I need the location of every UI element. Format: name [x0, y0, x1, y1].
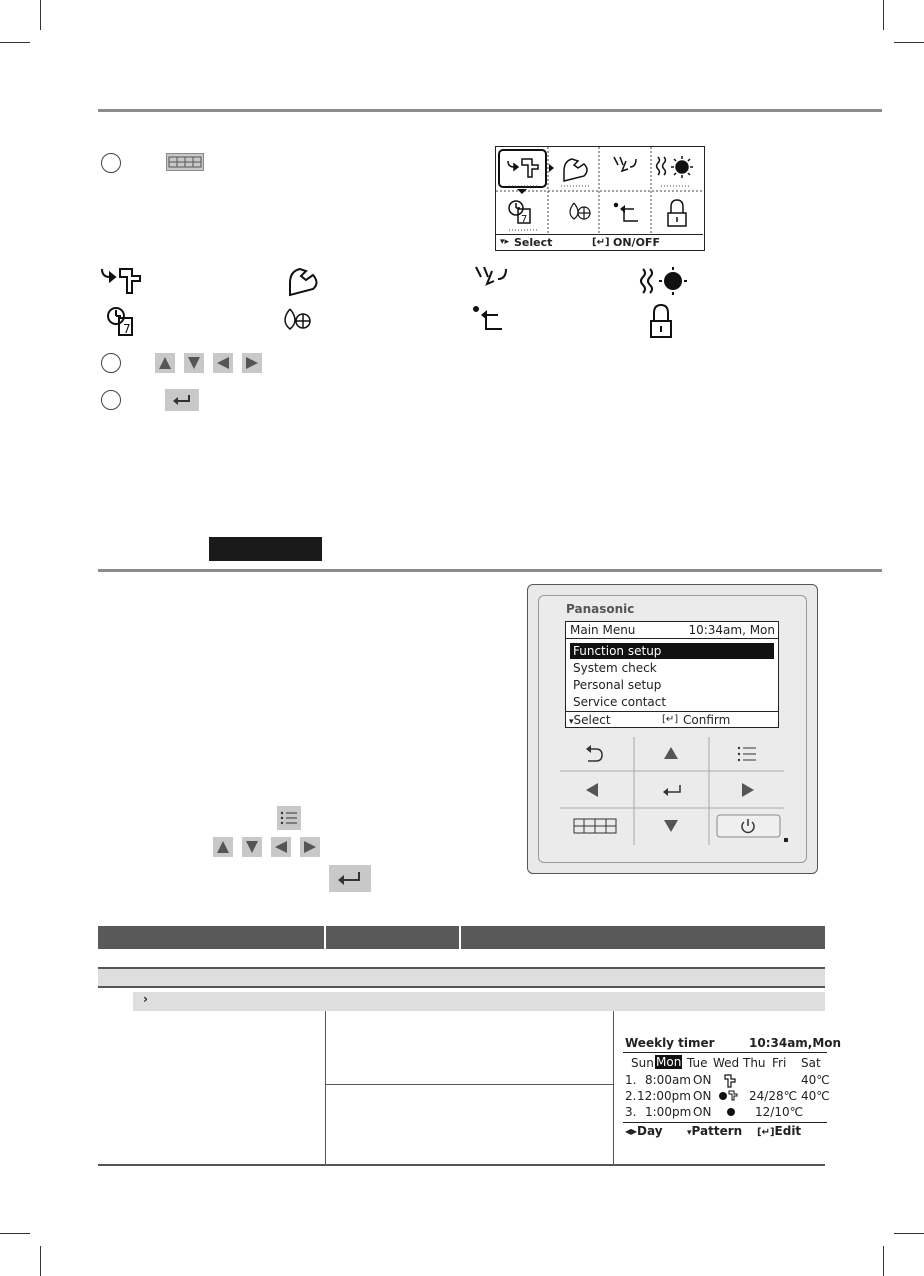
screen-title: Main Menu [570, 623, 636, 637]
crop-mark [40, 1246, 41, 1276]
day-fri[interactable]: Fri [772, 1056, 787, 1070]
tank-icon [725, 1075, 735, 1087]
screen-footer [566, 711, 778, 728]
brand-logo: Panasonic [566, 602, 635, 616]
left-button[interactable] [584, 781, 600, 799]
timer-row-3-temp: 12/10℃ [755, 1105, 804, 1119]
powerful-icon [290, 269, 317, 295]
status-led [784, 838, 788, 842]
timer-row-3-time: 1:00pm [645, 1105, 692, 1119]
enter-button[interactable] [660, 782, 684, 798]
crop-mark [0, 1233, 30, 1234]
crop-mark [894, 42, 924, 43]
enter-key-icon [165, 389, 199, 411]
down-arrow-icon: ▾ [687, 1128, 692, 1138]
screen-header [566, 622, 778, 639]
menu-item-function-setup[interactable]: Function setup [570, 643, 774, 659]
table-subsection-band [133, 992, 825, 1011]
table-col-line [325, 1011, 326, 1165]
select-arrows-icon: ▾▸ [500, 237, 510, 247]
timer-row-2-time: 12:00pm [637, 1089, 691, 1103]
crop-mark [883, 1246, 884, 1276]
day-arrows-icon: ◂▸ [625, 1124, 638, 1138]
weekly-timer-screen [623, 1036, 842, 1140]
day-thu[interactable]: Thu [743, 1056, 766, 1070]
quick-menu-footer [496, 234, 703, 250]
day-sun[interactable]: Sun [631, 1056, 654, 1070]
timer-row-1-time: 8:00am [645, 1073, 691, 1087]
enter-bracket-icon: [↵] [662, 714, 679, 725]
timer-row-2-tank-temp: 40℃ [801, 1089, 830, 1103]
table-section-band [98, 967, 825, 988]
section-rule-top [98, 109, 882, 112]
power-button[interactable] [716, 814, 782, 838]
crop-mark [40, 0, 41, 30]
svg-text:7: 7 [521, 214, 528, 225]
timer-title: Weekly timer [625, 1036, 715, 1050]
day-tue[interactable]: Tue [687, 1056, 708, 1070]
timer-row-3-state: ON [693, 1105, 712, 1119]
chevron-right-icon: › [143, 992, 148, 1006]
footer-select-label: Select [573, 713, 611, 727]
day-mon[interactable]: Mon [656, 1055, 682, 1069]
remote-screen [565, 621, 779, 728]
table-row-line [326, 1084, 613, 1085]
quick-menu-screen [495, 146, 705, 251]
day-sat[interactable]: Sat [801, 1056, 821, 1070]
heat-sun-icon [727, 1108, 735, 1116]
timer-time: 10:34am,Mon [749, 1036, 842, 1050]
defrost-icon [285, 309, 310, 329]
footer-pattern: ▾Pattern [687, 1124, 743, 1138]
section-rule-middle [98, 569, 882, 572]
table-col-line [613, 1011, 614, 1165]
timer-row-2-no: 2. [625, 1089, 637, 1103]
quick-menu-button[interactable] [572, 816, 620, 836]
enter-key-icon [329, 865, 371, 892]
return-icon [474, 307, 502, 329]
step-circle-3 [101, 390, 121, 410]
screen-time: 10:34am, Mon [688, 623, 775, 637]
tank-icon [729, 1091, 737, 1100]
enter-bracket-icon: [↵] [757, 1127, 775, 1138]
menu-key-icon [277, 806, 301, 830]
footer-edit: [↵]Edit [757, 1124, 802, 1138]
crop-mark [0, 42, 30, 43]
menu-item-personal-setup[interactable]: Personal setup [573, 678, 662, 692]
quick-menu-key-icon [166, 153, 204, 171]
timer-row-1-state: ON [693, 1073, 712, 1087]
right-button[interactable] [740, 781, 756, 799]
timer-mode-icons [719, 1073, 749, 1121]
timer-row-1-tank-temp: 40℃ [801, 1073, 830, 1087]
footer-select-label: Select [514, 236, 553, 249]
up-button[interactable] [662, 745, 680, 761]
svg-text:7: 7 [123, 322, 131, 336]
crop-mark [883, 0, 884, 30]
step-circle-2 [101, 353, 121, 373]
down-button[interactable] [662, 818, 680, 834]
timer-row-2-state: ON [693, 1089, 712, 1103]
lock-icon [651, 305, 671, 337]
day-wed[interactable]: Wed [713, 1056, 740, 1070]
crop-mark [894, 1233, 924, 1234]
footer-confirm-label: Confirm [683, 713, 731, 727]
back-button[interactable] [582, 743, 606, 765]
menu-item-service-contact[interactable]: Service contact [573, 695, 667, 709]
menu-item-system-check[interactable]: System check [573, 661, 657, 675]
table-header [98, 926, 825, 949]
timer-row-3-no: 3. [625, 1105, 637, 1119]
step-circle-1 [101, 153, 121, 173]
icon-legend [98, 265, 718, 340]
menu-button[interactable] [736, 744, 760, 764]
timer-row-1-no: 1. [625, 1073, 637, 1087]
note-label-block [209, 537, 322, 561]
heater-icon [641, 267, 687, 295]
footer-day: ◂▸Day [625, 1124, 663, 1138]
tank-icon [102, 269, 140, 293]
timer-row-2-temp: 24/28℃ [749, 1089, 798, 1103]
footer-onoff-label: ON/OFF [613, 236, 660, 249]
select-arrow-icon: ▾ [569, 717, 574, 727]
quiet-icon [476, 267, 506, 284]
arrow-keys-icon [213, 836, 323, 858]
enter-bracket-icon: [↵] [592, 237, 610, 248]
arrow-keys-icon [155, 352, 265, 374]
heat-sun-icon [719, 1092, 727, 1100]
table-bottom-line [98, 1164, 825, 1166]
